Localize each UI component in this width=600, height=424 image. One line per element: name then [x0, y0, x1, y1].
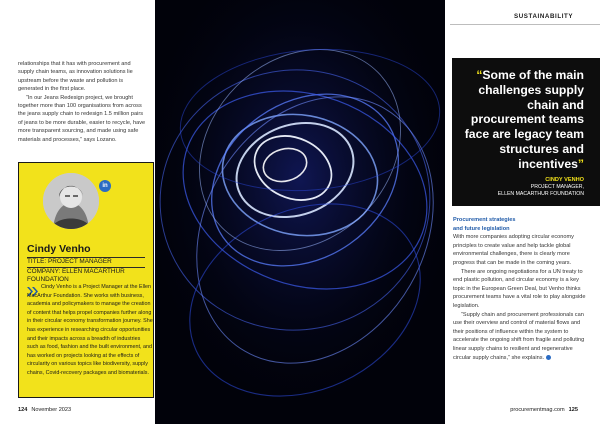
body-paragraph: There are ongoing negotiations for a UN treaty to end plastic pollution, and circular economy is a key topic in the European Green Deal, but Venho thinks procurement teams have a vital role to play alongside legislation.	[453, 268, 586, 309]
profile-name: Cindy Venho	[27, 243, 91, 255]
pull-quote-attribution-name: CINDY VENHO	[545, 177, 584, 183]
close-quote-mark: ”	[577, 156, 584, 171]
section-label: SUSTAINABILITY	[514, 13, 574, 20]
profile-title: TITLE: PROJECT MANAGER	[27, 258, 112, 265]
body-paragraph: “In our Jeans Redesign project, we brought together more than 100 organisations from across the jeans supply chain to redesign 1.5 million pairs of jeans to be more durable, easier to recycle, have more transparent sourcing, and made using safe materials and processes,” says Lozano.	[18, 94, 146, 143]
pull-quote	[452, 58, 600, 206]
left-column-text	[18, 60, 146, 144]
issue-date: November 2023	[31, 407, 72, 413]
pull-quote-role-line: PROJECT MANAGER,	[530, 184, 584, 190]
body-paragraph-text: “Supply chain and procurement professionals can use their overview and control of material flows and their positions of influence within the system to accelerate the ongoing shift from fragile and polluting linear supply chains to resilient and regenerative circular supply chains,” she explains.	[453, 311, 585, 361]
header-divider	[450, 24, 600, 25]
portrait-photo	[43, 173, 99, 229]
avatar	[43, 173, 99, 229]
pull-quote-attribution-role	[454, 184, 584, 197]
end-of-article-icon	[546, 355, 551, 360]
profile-card	[18, 162, 154, 398]
body-paragraph: With more companies adopting circular economy principles to create value and help tackle global environmental challenges, there is clearly more progress that can be made in the coming years.	[453, 234, 574, 266]
page-number: 124	[18, 407, 28, 413]
body-paragraph	[453, 311, 591, 363]
linkedin-icon[interactable]: in	[99, 180, 111, 192]
pull-quote-body: Some of the main challenges supply chain and procurement teams face are legacy team structures and incentives	[464, 68, 584, 171]
page-number: 125	[568, 407, 578, 413]
subheading: Procurement strategies	[453, 217, 516, 223]
body-paragraph: relationships that it has with procurement and supply chain teams, as innovation solutions lie upstream before the waste and pollution is generated in the first place.	[18, 61, 133, 93]
pull-quote-text	[452, 68, 584, 172]
profile-company: COMPANY: ELLEN MACARTHUR FOUNDATION	[27, 268, 125, 283]
right-column-text	[453, 216, 591, 362]
pull-quote-role-line: ELLEN MACARTHUR FOUNDATION	[497, 190, 584, 197]
subheading: and future legislation	[453, 225, 510, 232]
footer-right	[510, 407, 578, 413]
open-quote-mark: “	[476, 68, 483, 82]
light-swirl-graphic	[155, 0, 445, 424]
light-swirl-photo	[155, 0, 445, 424]
site-url[interactable]: procurementmag.com	[510, 407, 565, 413]
footer-left	[18, 407, 71, 413]
profile-bio: Cindy Venho is a Project Manager at the Ellen MacArthur Foundation. She works with business, academia and policymakers to manage the creation of content that helps propel companies further along in their circular economy transformation journey. She has experience in researching circular opportunities and their impacts across a breadth of industries such as food, fashion and the built environment, and has worked on projects looking at the effects of circularity on various topics like biodiversity, supply chains, Covid-recovery packages and biomaterials.	[27, 284, 153, 376]
